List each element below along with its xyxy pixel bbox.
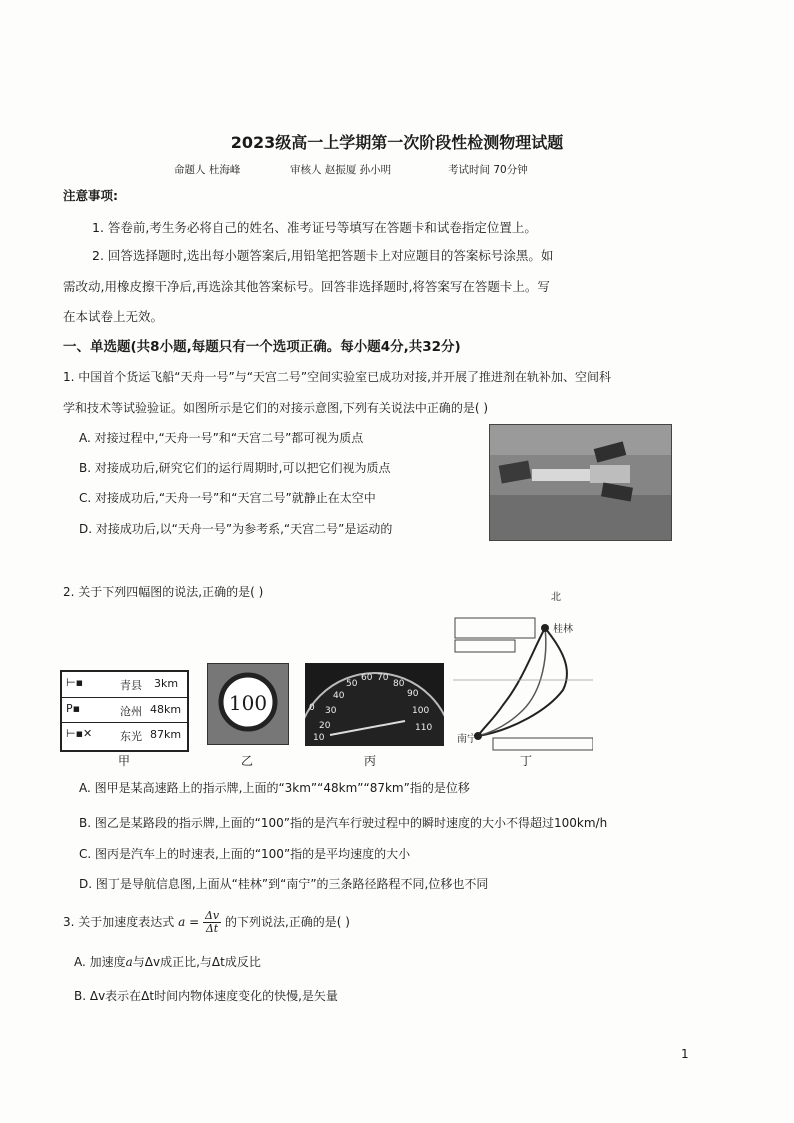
sign-row bbox=[62, 672, 187, 697]
q3-option-a-symbol: a bbox=[125, 955, 133, 969]
road-icon: ⊢▪✕ bbox=[66, 727, 93, 740]
speedo-tick: 110 bbox=[415, 723, 433, 733]
speed-limit-sign bbox=[207, 663, 289, 745]
sign-place: 东光 bbox=[120, 730, 142, 743]
road-icon: P▪ bbox=[66, 702, 81, 715]
q3-formula-fraction bbox=[203, 910, 221, 935]
q1-option-c: C. 对接成功后,“天舟一号”和“天宫二号”就静止在太空中 bbox=[79, 491, 376, 505]
highway-distance-sign bbox=[60, 670, 189, 752]
notice-item-2-line-1: 2. 回答选择题时,选出每小题答案后,用铅笔把答题卡上对应题目的答案标号涂黑。如 bbox=[92, 248, 554, 263]
speedo-tick: 40 bbox=[333, 691, 345, 701]
q2-stem: 2. 关于下列四幅图的说法,正确的是( ) bbox=[63, 585, 264, 599]
q3-stem bbox=[63, 910, 350, 935]
notice-item-2-line-2: 需改动,用橡皮擦干净后,再选涂其他答案标号。回答非选择题时,将答案写在答题卡上。写 bbox=[63, 279, 550, 294]
map-north-label: 北 bbox=[551, 592, 561, 603]
sign-place: 沧州 bbox=[120, 705, 142, 718]
caption-ding: 丁 bbox=[520, 754, 533, 768]
page-number: 1 bbox=[681, 1047, 689, 1061]
sign-row bbox=[62, 722, 187, 748]
docking-illustration bbox=[490, 425, 671, 540]
speedo-tick: 30 bbox=[325, 706, 337, 716]
q3-formula-denominator: Δt bbox=[205, 922, 219, 935]
q2-option-c: C. 图丙是汽车上的时速表,上面的“100”指的是平均速度的大小 bbox=[79, 847, 411, 861]
q3-stem-prefix: 3. 关于加速度表达式 bbox=[63, 915, 175, 929]
navigation-map bbox=[453, 592, 593, 752]
q2-option-a: A. 图甲是某高速路上的指示牌,上面的“3km”“48km”“87km”指的是位移 bbox=[79, 781, 470, 795]
speedo-tick: 80 bbox=[393, 679, 405, 689]
map-city-nanning: 南宁 bbox=[457, 734, 477, 745]
notice-item-2-line-3: 在本试卷上无效。 bbox=[63, 309, 164, 324]
q3-option-a-text-2: 与Δv成正比,与Δt成反比 bbox=[132, 955, 261, 969]
q1-option-b: B. 对接成功后,研究它们的运行周期时,可以把它们视为质点 bbox=[79, 461, 391, 475]
sign-distance: 3km bbox=[154, 677, 179, 690]
reviewer-line: 审核人 赵振厦 孙小明 bbox=[290, 164, 392, 176]
q3-option-b: B. Δv表示在Δt时间内物体速度变化的快慢,是矢量 bbox=[74, 989, 338, 1003]
speedo-tick: 10 bbox=[313, 733, 325, 743]
speedo-tick: 0 bbox=[309, 703, 315, 713]
speedo-tick: 90 bbox=[407, 689, 419, 699]
speedometer bbox=[305, 663, 444, 746]
q1-stem-line-2: 学和技术等试验验证。如图所示是它们的对接示意图,下列有关说法中正确的是( ) bbox=[63, 401, 488, 415]
sign-place: 青县 bbox=[120, 679, 142, 692]
exam-time: 考试时间 70分钟 bbox=[448, 164, 528, 176]
speedometer-dial bbox=[305, 663, 444, 746]
speedo-tick: 60 bbox=[361, 673, 373, 683]
q2-option-d: D. 图丁是导航信息图,上面从“桂林”到“南宁”的三条路径路程不同,位移也不同 bbox=[79, 877, 489, 891]
notice-heading: 注意事项: bbox=[63, 188, 118, 203]
docking-photo bbox=[489, 424, 672, 541]
map-city-guilin: 桂林 bbox=[553, 624, 573, 635]
q2-option-b: B. 图乙是某路段的指示牌,上面的“100”指的是汽车行驶过程中的瞬时速度的大小不得超过100km/h bbox=[79, 816, 608, 830]
speedo-tick: 100 bbox=[412, 706, 430, 716]
sign-distance: 87km bbox=[150, 728, 182, 741]
caption-jia: 甲 bbox=[118, 754, 131, 768]
q1-option-a: A. 对接过程中,“天舟一号”和“天宫二号”都可视为质点 bbox=[79, 431, 364, 445]
sign-distance: 48km bbox=[150, 703, 182, 716]
caption-yi: 乙 bbox=[241, 754, 254, 768]
q1-option-d: D. 对接成功后,以“天舟一号”为参考系,“天宫二号”是运动的 bbox=[79, 522, 393, 536]
sign-row bbox=[62, 697, 187, 723]
speedo-tick: 70 bbox=[377, 673, 389, 683]
q3-stem-suffix: 的下列说法,正确的是( ) bbox=[224, 915, 350, 929]
q3-formula-lhs: a = bbox=[178, 915, 200, 929]
notice-item-1: 1. 答卷前,考生务必将自己的姓名、准考证号等填写在答题卡和试卷指定位置上。 bbox=[92, 220, 537, 235]
author-line: 命题人 杜海峰 bbox=[174, 164, 241, 176]
speedo-tick: 20 bbox=[319, 721, 331, 731]
speedo-tick: 50 bbox=[346, 679, 358, 689]
caption-bing: 丙 bbox=[364, 754, 377, 768]
q3-option-a bbox=[74, 953, 261, 970]
speed-limit-value: 100 bbox=[228, 691, 268, 715]
q1-stem-line-1: 1. 中国首个货运飞船“天舟一号”与“天宫二号”空间实验室已成功对接,并开展了推进剂在轨补加、空间科 bbox=[63, 370, 611, 384]
road-icon: ⊢▪ bbox=[66, 676, 84, 689]
q3-option-a-text-1: A. 加速度 bbox=[74, 955, 126, 969]
page-title: 2023级高一上学期第一次阶段性检测物理试题 bbox=[230, 133, 564, 152]
q3-formula-numerator: Δv bbox=[204, 909, 220, 922]
section-heading: 一、单选题(共8小题,每题只有一个选项正确。每小题4分,共32分) bbox=[63, 339, 461, 355]
